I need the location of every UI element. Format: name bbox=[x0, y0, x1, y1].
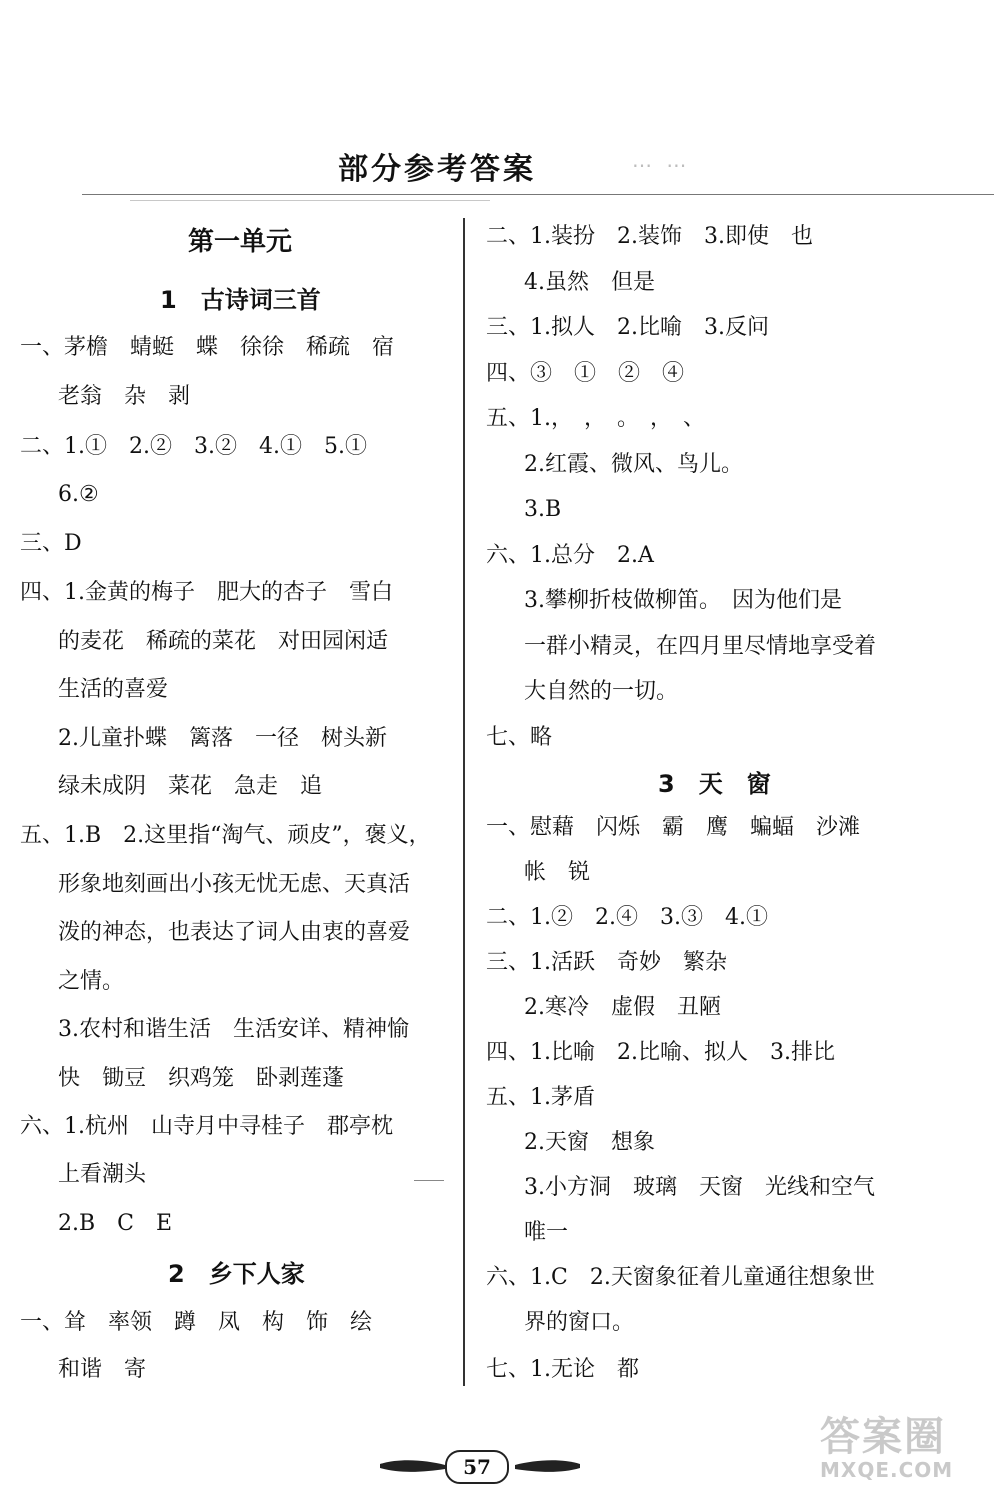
page-number: 57 bbox=[445, 1450, 509, 1484]
answer-line: 四、1.比喻 2.比喻、拟人 3.排比 bbox=[486, 1040, 835, 1065]
watermark-line2: MXQE.COM bbox=[820, 1458, 954, 1482]
answer-line: 6.② bbox=[58, 482, 99, 507]
answer-line: 之情。 bbox=[58, 969, 125, 994]
answer-line: 二、1.① 2.② 3.② 4.① 5.① bbox=[20, 434, 367, 459]
section-heading-1: 1 古诗词三首 bbox=[160, 286, 321, 314]
answer-line: 三、1.拟人 2.比喻 3.反问 bbox=[486, 315, 769, 340]
answer-line: 上看潮头 bbox=[58, 1162, 147, 1187]
answer-line: 一群小精灵，在四月里尽情地享受着 bbox=[524, 634, 877, 659]
answer-line: 2.B C E bbox=[58, 1211, 173, 1236]
answer-line: 3.农村和谐生活 生活安详、精神愉 bbox=[58, 1017, 409, 1042]
answer-line: 一、耸 率领 蹲 凤 构 饰 绘 bbox=[20, 1310, 373, 1335]
watermark-logo bbox=[820, 1415, 1000, 1485]
header-rule-faint bbox=[130, 200, 490, 201]
answer-line: 七、1.无论 都 bbox=[486, 1357, 639, 1382]
answer-line: 的麦花 稀疏的菜花 对田园闲适 bbox=[58, 629, 389, 654]
answer-line: 泼的神态，也表达了词人由衷的喜爱 bbox=[58, 920, 411, 945]
answer-line: 界的窗口。 bbox=[524, 1310, 635, 1335]
answer-line: 三、1.活跃 奇妙 繁杂 bbox=[486, 950, 727, 975]
answer-line: 生活的喜爱 bbox=[58, 677, 169, 702]
answer-line: 老翁 杂 剥 bbox=[58, 384, 191, 409]
answer-line: 二、1.装扮 2.装饰 3.即使 也 bbox=[486, 224, 813, 249]
header-rule bbox=[82, 194, 994, 195]
answer-line: 六、1.杭州 山寺月中寻桂子 郡亭枕 bbox=[20, 1114, 393, 1139]
answer-line: 四、1.金黄的梅子 肥大的杏子 雪白 bbox=[20, 580, 393, 605]
answer-line: 五、1.茅盾 bbox=[486, 1085, 595, 1110]
answer-line: 一、茅檐 蜻蜓 蝶 徐徐 稀疏 宿 bbox=[20, 335, 395, 360]
answer-line: 三、D bbox=[20, 531, 82, 556]
page-title: 部分参考答案 bbox=[338, 152, 536, 187]
answer-line: 3.B bbox=[524, 497, 562, 522]
answer-line: 2.红霞、微风、鸟儿。 bbox=[524, 452, 743, 477]
answer-line: 六、1.C 2.天窗象征着儿童通往想象世 bbox=[486, 1265, 875, 1290]
answer-line: 七、略 bbox=[486, 725, 553, 750]
column-divider bbox=[463, 218, 465, 1386]
answer-line: 绿未成阴 菜花 急走 追 bbox=[58, 774, 323, 799]
watermark-line1: 答案圈 bbox=[820, 1414, 946, 1460]
section-heading-3: 3 天 窗 bbox=[658, 770, 771, 798]
answer-line: 2.寒冷 虚假 丑陋 bbox=[524, 995, 721, 1020]
answer-line: 二、1.② 2.④ 3.③ 4.① bbox=[486, 905, 768, 930]
answer-line: 2.儿童扑蝶 篱落 一径 树头新 bbox=[58, 726, 387, 751]
faint-header-text: … … bbox=[632, 148, 691, 172]
answer-line: 形象地刻画出小孩无忧无虑、天真活 bbox=[58, 872, 411, 897]
answer-line: 五、1.B 2.这里指“淘气、顽皮”，褒义， bbox=[20, 823, 431, 848]
answer-line: 帐 锐 bbox=[524, 860, 591, 885]
answer-line: 一、慰藉 闪烁 霸 鹰 蝙蝠 沙滩 bbox=[486, 815, 861, 840]
answer-line: 快 锄豆 织鸡笼 卧剥莲蓬 bbox=[58, 1066, 345, 1091]
answer-line: 2.天窗 想象 bbox=[524, 1130, 655, 1155]
answer-line: 3.小方洞 玻璃 天窗 光线和空气 bbox=[524, 1175, 875, 1200]
answer-line: 六、1.总分 2.A bbox=[486, 543, 654, 568]
answer-line: 和谐 寄 bbox=[58, 1357, 147, 1382]
answer-line: 四、③ ① ② ④ bbox=[486, 361, 685, 386]
answer-line: 4.虽然 但是 bbox=[524, 270, 655, 295]
answer-line: 五、1.， ， 。 ， 、 bbox=[486, 406, 705, 431]
answer-line: 唯一 bbox=[524, 1220, 569, 1245]
short-rule bbox=[414, 1180, 444, 1181]
answer-line: 大自然的一切。 bbox=[524, 679, 679, 704]
unit-heading: 第一单元 bbox=[188, 227, 293, 257]
answer-line: 3.攀柳折枝做柳笛。 因为他们是 bbox=[524, 588, 842, 613]
section-heading-2: 2 乡下人家 bbox=[168, 1260, 305, 1288]
